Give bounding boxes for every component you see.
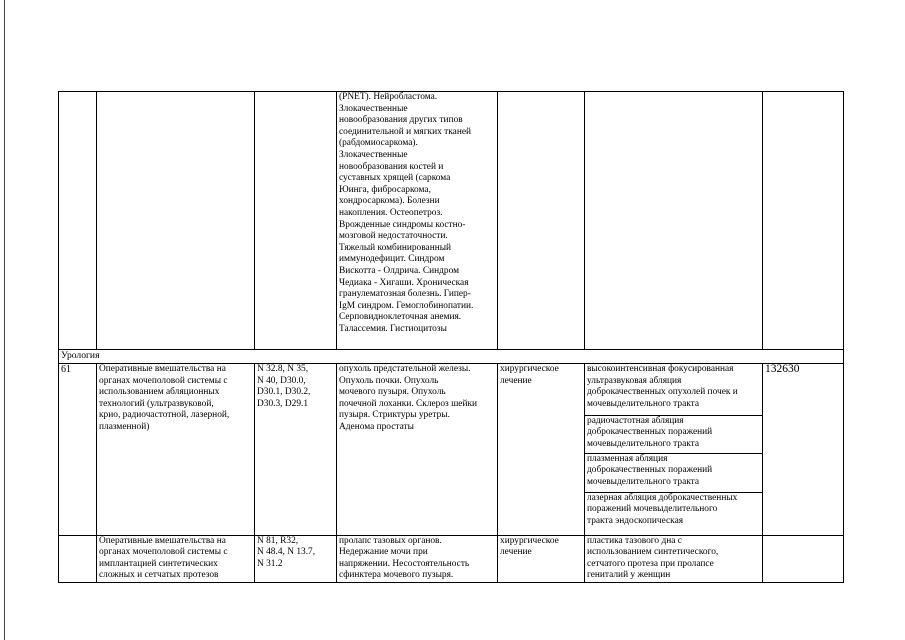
cell-disease [337, 364, 498, 536]
page-edge-line [4, 0, 5, 640]
disease-line: накопления. Остеопетроз. [339, 207, 443, 218]
cell-price [763, 92, 844, 350]
disease-line: суставных хрящей (саркома [339, 173, 451, 184]
cell-codes [255, 535, 337, 582]
table-row-61 [59, 364, 844, 536]
method-line: доброкачественных поражений [587, 465, 713, 476]
code-line: D30.3, D29.1 [257, 398, 309, 409]
cell-name [97, 535, 255, 582]
method-item [585, 453, 762, 492]
cell-name [97, 92, 255, 350]
disease-line: мочевого пузыря. Опухоль [339, 387, 446, 398]
procedures-table [58, 91, 844, 583]
code-line: N 31.2 [257, 558, 283, 569]
disease-line: Серповидноклеточная анемия. [339, 312, 462, 323]
cell-method [585, 92, 763, 350]
disease-line: пролапс тазовых органов. [339, 535, 442, 546]
name-line: органах мочеполовой системы с [99, 547, 228, 558]
disease-line: Тяжелый комбинированный [339, 242, 452, 253]
disease-line: Аденома простаты [339, 421, 414, 432]
cell-treatment [498, 364, 585, 536]
method-line: гениталий у женщин [587, 570, 671, 581]
name-line: органах мочеполовой системы с [99, 375, 228, 386]
method-line: сетчатого протеза при пролапсе [587, 558, 714, 569]
disease-line: Злокачественные [339, 103, 408, 114]
table-row-continued [59, 92, 844, 350]
method-line: лазерная абляция доброкачественных [587, 492, 738, 503]
method-line: мочевыделительного тракта [587, 476, 700, 487]
cell-codes [255, 364, 337, 536]
row-number: 61 [59, 364, 97, 536]
disease-line: хондросаркома). Болезни [339, 196, 440, 207]
cell-disease [337, 535, 498, 582]
method-line: мочевыделительного тракта [587, 398, 700, 409]
section-title: Урология [59, 350, 844, 364]
disease-line: гранулематозная болезнь. Гипер- [339, 289, 471, 300]
name-line: крио, радиочастотной, лазерной, [99, 410, 230, 421]
disease-line: (рабдомиосаркома). [339, 138, 418, 149]
disease-line: новообразования других типов [339, 115, 463, 126]
method-line: плазменная абляция [587, 453, 668, 464]
method-line: мочевыделительного тракта [587, 438, 700, 449]
cell-methods [585, 364, 763, 536]
method-line: использованием синтетического, [587, 547, 719, 558]
method-item [585, 364, 762, 415]
treatment-line: хирургическое [500, 535, 559, 546]
disease-line: Юинга, фибросаркома, [339, 184, 431, 195]
name-line: имплантацией синтетических [99, 558, 218, 569]
method-line: поражений мочевыделительного [587, 504, 718, 515]
methods-list [585, 364, 762, 535]
cell-treatment [498, 92, 585, 350]
disease-line: Чедиака - Хигаши. Хроническая [339, 277, 469, 288]
cell-codes [255, 92, 337, 350]
code-line: D30.1, D30.2, [257, 387, 311, 398]
disease-line: Опухоль почки. Опухоль [339, 375, 439, 386]
disease-line: почечной лоханки. Склероз шейки [339, 398, 478, 409]
disease-line: мозговой недостаточности. [339, 231, 448, 242]
method-line: высокоинтенсивная фокусированная [587, 364, 734, 374]
disease-line: (PNET). Нейробластома. [339, 92, 438, 102]
treatment-line: лечение [500, 375, 532, 386]
cell-name [97, 364, 255, 536]
name-line: сложных и сетчатых протезов [99, 570, 219, 581]
cell-treatment [498, 535, 585, 582]
method-line: доброкачественных опухолей почек и [587, 387, 738, 398]
treatment-line: хирургическое [500, 364, 559, 374]
row-number [59, 535, 97, 582]
name-line: технологий (ультразвуковой, [99, 398, 214, 409]
disease-line: Злокачественные [339, 149, 408, 160]
disease-line: напряжении. Несостоятельность [339, 558, 470, 569]
name-line: Оперативные вмешательства на [99, 364, 226, 374]
name-line: использованием абляционных [99, 387, 220, 398]
method-line: радиочастотная абляция [587, 415, 684, 426]
code-line: N 81, R32, [257, 535, 299, 546]
disease-line: Талассемия. Гистиоцитозы [339, 323, 447, 334]
disease-line: сфинктера мочевого пузыря. [339, 570, 454, 581]
disease-line: IgM синдром. Гемоглобинопатии. [339, 300, 474, 311]
section-row [59, 350, 844, 364]
disease-line: опухоль предстательной железы. [339, 364, 471, 374]
price-value: 132630 [763, 364, 844, 536]
method-line: тракта эндоскопическая [587, 515, 684, 526]
cell-price [763, 535, 844, 582]
code-line: N 40, D30.0, [257, 375, 306, 386]
treatment-line: лечение [500, 547, 532, 558]
cell-number [59, 92, 97, 350]
name-line: Оперативные вмешательства на [99, 535, 226, 546]
disease-line: Вискотта - Олдрича. Синдром [339, 265, 460, 276]
method-line: ультразвуковая абляция [587, 375, 682, 386]
disease-line: Врожденные синдромы костно- [339, 219, 466, 230]
method-line: пластика тазового дна с [587, 535, 682, 546]
cell-method [585, 535, 763, 582]
code-line: N 48.4, N 13.7, [257, 547, 316, 558]
disease-line: новообразования костей и [339, 161, 444, 172]
method-line: доброкачественных поражений [587, 427, 713, 438]
code-line: N 32.8, N 35, [257, 364, 309, 374]
cell-disease [337, 92, 498, 350]
method-item [585, 415, 762, 453]
disease-line: Недержание мочи при [339, 547, 428, 558]
disease-line: соединительной и мягких тканей [339, 126, 472, 137]
method-item [585, 492, 762, 535]
name-line: плазменной) [99, 421, 150, 432]
disease-line: пузыря. Стриктуры уретры. [339, 410, 450, 421]
table-row-62 [59, 535, 844, 582]
disease-line: иммунодефицит. Синдром [339, 254, 445, 265]
